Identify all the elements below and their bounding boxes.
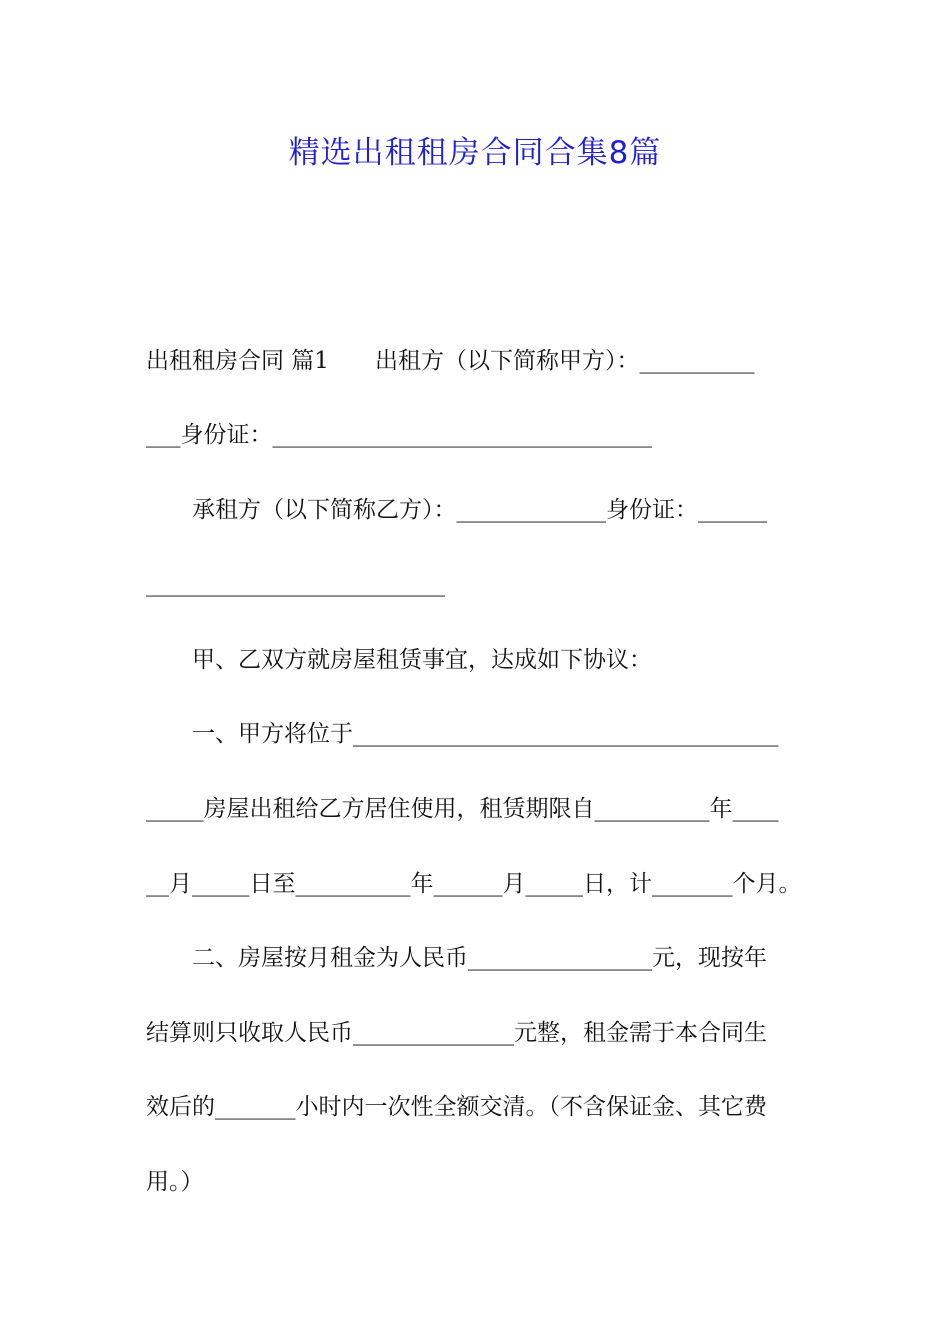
paragraph-line-5: 甲、乙双方就房屋租赁事宜，达成如下协议： [192,647,652,673]
document-title: 精选出租租房合同合集8篇 [288,135,662,171]
paragraph-line-3: 承租方（以下简称乙方）：_____________身份证：______ [192,497,767,523]
paragraph-line-7: _____房屋出租给乙方居住使用，租赁期限自__________年____ [146,796,779,822]
paragraph-line-6: 一、甲方将位于_____________________________________ [192,721,779,747]
section-heading: 出租租房合同 篇1 [146,348,329,374]
paragraph-line-1 [146,341,808,381]
paragraph-line-11: 效后的_______小时内一次性全额交清。（不含保证金、其它费 [146,1094,767,1120]
lessor-field-text: 出租方（以下简称甲方）：__________ [374,348,755,374]
paragraph-line-9: 二、房屋按月租金为人民币________________元，现按年 [192,945,767,971]
paragraph-line-4: __________________________ [146,571,445,597]
paragraph-line-2: ___身份证：_________________________________ [146,422,652,448]
paragraph-line-12: 用。） [146,1169,204,1195]
paragraph-line-10: 结算则只收取人民币______________元整，租金需于本合同生 [146,1020,767,1046]
paragraph-line-8: __月_____日至__________年______月_____日，计_______个月。 [146,871,802,897]
